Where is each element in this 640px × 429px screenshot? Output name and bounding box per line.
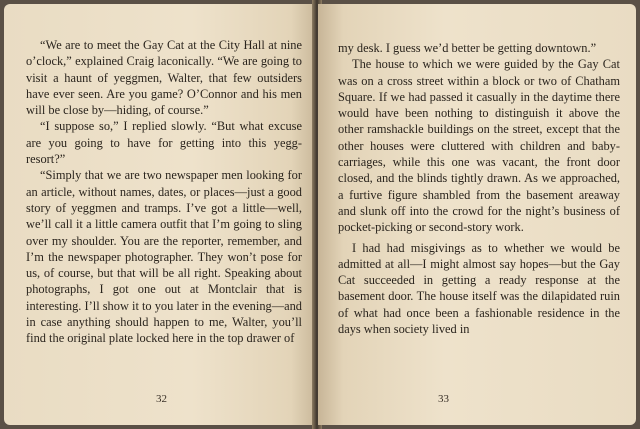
left-page bbox=[4, 4, 316, 425]
left-page-text bbox=[26, 37, 302, 347]
paragraph: “I suppose so,” I replied slowly. “But what excuse are you going to have for getting into this yegg-resort?” bbox=[26, 119, 302, 167]
page-number: 33 bbox=[438, 393, 449, 405]
paragraph: I had had misgivings as to whether we would be admitted at all—I might almost say hopes—but the Gay Cat succeeded in getting a ready response at the basement door. The house itself was the dilapidated ruin of what had once been a fashionable residence in the days when society lived in bbox=[338, 240, 620, 337]
paragraph: The house to which we were guided by the Gay Cat was on a cross street within a block or two of Chatham Square. If we had passed it casually in the daytime there would have been nothing to distinguish it above the other ramshackle buildings on the street, except that the other houses were cluttered with children and baby-carriages, while this one was vacant, the front door closed, and the blinds tightly drawn. As we approached, a furtive figure shambled from the basement areaway and slunk off into the crowd for the night’s business of pocket-picking or second-story work. bbox=[338, 57, 620, 235]
page-number: 32 bbox=[156, 393, 167, 405]
right-page-text bbox=[338, 40, 620, 337]
right-page bbox=[318, 4, 636, 425]
paragraph: “Simply that we are two newspaper men looking for an article, without names, dates, or places—just a good story of yeggmen and tramps. I’ve got a little—well, we’ll call it a little camera outfit that I’m going to sling over my shoulder. You are the reporter, remember, and I’m the newspaper photographer. They won’t pose for us, of course, but that will be all right. Speaking about photographs, I got one out at Montclair that is interesting. I’ll show it to you later in the evening—and in case anything should happen to me, Walter, you’ll find the original plate locked here in the top drawer of bbox=[26, 168, 302, 346]
paragraph: “We are to meet the Gay Cat at the City Hall at nine o’clock,” explained Craig laconically. “We are going to visit a haunt of yeggmen, Walter, that few outsiders have ever seen. Are you game? O’Connor and his men will be close by—hiding, of course.” bbox=[26, 38, 302, 118]
paragraph: my desk. I guess we’d better be getting downtown.” bbox=[338, 41, 597, 55]
